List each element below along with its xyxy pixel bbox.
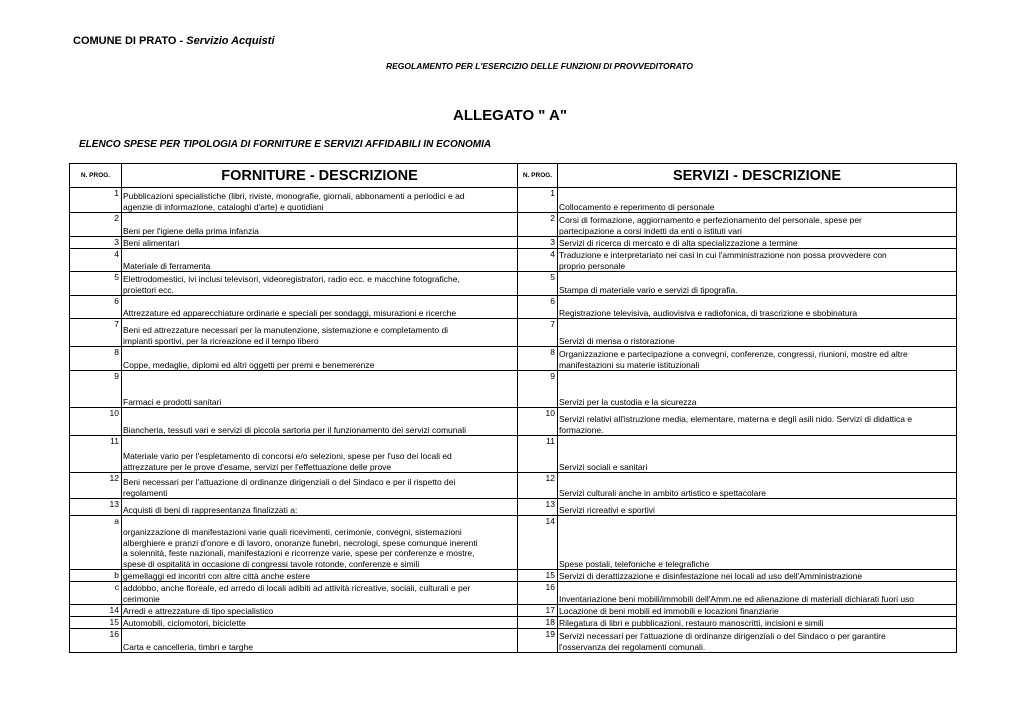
forniture-description: Attrezzature ed apparecchiature ordinarie e speciali per sondaggi, misurazioni e ricerche <box>122 296 518 319</box>
column-header-servizi: SERVIZI - DESCRIZIONE <box>558 164 957 188</box>
servizi-description: Rilegatura di libri e pubblicazioni, restauro manoscritti, incisioni e simili <box>558 617 957 629</box>
table-row <box>70 371 957 408</box>
list-subtitle: ELENCO SPESE PER TIPOLOGIA DI FORNITURE E SERVIZI AFFIDABILI IN ECONOMIA <box>79 139 492 150</box>
expense-table <box>69 163 957 653</box>
forniture-number: 5 <box>70 272 122 296</box>
forniture-description: Elettrodomestici, ivi inclusi televisori, videoregistratori, radio ecc. e macchine fotografiche, proiettori ecc. <box>122 272 518 296</box>
table-row <box>70 516 957 570</box>
servizi-description: Traduzione e interpretariato nei casi in cui l'amministrazione non possa provvedere con proprio personale <box>558 249 957 272</box>
table-row <box>70 188 957 213</box>
servizi-description: Stampa di materiale vario e servizi di tipografia. <box>558 272 957 296</box>
servizi-number: 16 <box>518 582 558 605</box>
forniture-description: organizzazione di manifestazioni varie quali ricevimenti, cerimonie, convegni, sistemazioni alberghiere e pranzi d'onore e di lavoro, onoranze funebri, necrologi, spese comunque inerenti a solennità, feste nazionali, manifestazioni e ricorrenze varie, spese per conferenze e mostre, spese di ospitalità in occasione di congressi tavole rotonde, conferenze e simili <box>122 516 518 570</box>
forniture-description: Coppe, medaglie, diplomi ed altri oggetti per premi e benemerenze <box>122 347 518 371</box>
forniture-number: 7 <box>70 319 122 347</box>
forniture-description: Beni ed attrezzature necessari per la manutenzione, sistemazione e completamento di impianti sportivi, per la ricreazione ed il tempo libero <box>122 319 518 347</box>
regulation-title: REGOLAMENTO PER L'ESERCIZIO DELLE FUNZIONI DI PROVVEDITORATO <box>386 61 693 71</box>
forniture-number: 2 <box>70 213 122 237</box>
servizi-description: Servizi sociali e sanitari <box>558 436 957 473</box>
forniture-number: 11 <box>70 436 122 473</box>
servizi-number: 2 <box>518 213 558 237</box>
table-row <box>70 237 957 249</box>
forniture-number: 16 <box>70 629 122 653</box>
table-row <box>70 347 957 371</box>
servizi-number: 14 <box>518 516 558 570</box>
forniture-number: 4 <box>70 249 122 272</box>
forniture-description: Automobili, ciclomotori, biciclette <box>122 617 518 629</box>
table-row <box>70 473 957 499</box>
forniture-description: gemellaggi ed incontri con altre città anche estere <box>122 570 518 582</box>
table-body <box>70 188 957 653</box>
servizi-description: Servizi ricreativi e sportivi <box>558 499 957 516</box>
servizi-number: 15 <box>518 570 558 582</box>
forniture-description: Beni alimentari <box>122 237 518 249</box>
servizi-description: Inventariazione beni mobili/immobili dell'Amm.ne ed alienazione di materiali dichiarati fuori uso <box>558 582 957 605</box>
forniture-number: 8 <box>70 347 122 371</box>
forniture-description: Beni necessari per l'attuazione di ordinanze dirigenziali o del Sindaco e per il rispetto dei regolamenti <box>122 473 518 499</box>
forniture-description: Arredi e attrezzature di tipo specialistico <box>122 605 518 617</box>
servizi-number: 5 <box>518 272 558 296</box>
table-row <box>70 213 957 237</box>
table-row <box>70 408 957 436</box>
table-row <box>70 249 957 272</box>
forniture-number: 3 <box>70 237 122 249</box>
servizi-number: 1 <box>518 188 558 213</box>
table-header-row <box>70 164 957 188</box>
servizi-number: 9 <box>518 371 558 408</box>
servizi-description: Spese postali, telefoniche e telegrafiche <box>558 516 957 570</box>
servizi-number: 10 <box>518 408 558 436</box>
column-header-prog: N. PROG. <box>70 164 122 188</box>
table-row <box>70 319 957 347</box>
forniture-description: Beni per l'igiene della prima infanzia <box>122 213 518 237</box>
servizi-number: 8 <box>518 347 558 371</box>
service-name: Servizio Acquisti <box>186 35 275 47</box>
forniture-description: Materiale di ferramenta <box>122 249 518 272</box>
servizi-number: 18 <box>518 617 558 629</box>
servizi-description: Registrazione televisiva, audiovisiva e radiofonica, di trascrizione e sbobinatura <box>558 296 957 319</box>
servizi-description: Servizi di mensa o ristorazione <box>558 319 957 347</box>
servizi-description: Locazione di beni mobili ed immobili e locazioni finanziarie <box>558 605 957 617</box>
servizi-number: 7 <box>518 319 558 347</box>
servizi-number: 17 <box>518 605 558 617</box>
forniture-number: 14 <box>70 605 122 617</box>
table-row <box>70 629 957 653</box>
servizi-number: 6 <box>518 296 558 319</box>
servizi-description: Servizi relativi all'istruzione media, elementare, materna e degli asili nido. Servizi di didattica e formazione. <box>558 408 957 436</box>
forniture-description: Farmaci e prodotti sanitari <box>122 371 518 408</box>
servizi-description: Servizi per la custodia e la sicurezza <box>558 371 957 408</box>
table-row <box>70 570 957 582</box>
forniture-number: 9 <box>70 371 122 408</box>
forniture-number: b <box>70 570 122 582</box>
forniture-description: Carta e cancelleria, timbri e targhe <box>122 629 518 653</box>
table-row <box>70 296 957 319</box>
servizi-description: Organizzazione e partecipazione a convegni, conferenze, congressi, riunioni, mostre ed altre manifestazioni su materie istituzionali <box>558 347 957 371</box>
servizi-number: 11 <box>518 436 558 473</box>
forniture-description: addobbo, anche floreale, ed arredo di locali adibiti ad attività ricreative, sociali, culturali e per cerimonie <box>122 582 518 605</box>
column-header-prog: N. PROG. <box>518 164 558 188</box>
column-header-forniture: FORNITURE - DESCRIZIONE <box>122 164 518 188</box>
forniture-number: 12 <box>70 473 122 499</box>
table-row <box>70 436 957 473</box>
forniture-number: 10 <box>70 408 122 436</box>
servizi-description: Servizi culturali anche in ambito artistico e spettacolare <box>558 473 957 499</box>
forniture-description: Materiale vario per l'espletamento di concorsi e/o selezioni, spese per l'uso dei locali ed attrezzature per le prove d'esame, servizi per l'effettuazione delle prove <box>122 436 518 473</box>
table-row <box>70 617 957 629</box>
organization-header <box>73 35 275 47</box>
forniture-description: Pubblicazioni specialistiche (libri, riviste, monografie, giornali, abbonamenti a periodici e ad agenzie di informazione, cataloghi d'arte) e quotidiani <box>122 188 518 213</box>
servizi-description: Servizi necessari per l'attuazione di ordinanze dirigenziali o del Sindaco o per garantire l'osservanza dei regolamenti comunali. <box>558 629 957 653</box>
table-row <box>70 272 957 296</box>
servizi-number: 3 <box>518 237 558 249</box>
servizi-description: Collocamento e reperimento di personale <box>558 188 957 213</box>
forniture-number: 1 <box>70 188 122 213</box>
forniture-description: Acquisti di beni di rappresentanza finalizzati a: <box>122 499 518 516</box>
table-row <box>70 605 957 617</box>
forniture-number: a <box>70 516 122 570</box>
forniture-number: c <box>70 582 122 605</box>
forniture-description: Biancheria, tessuti vari e servizi di piccola sartoria per il funzionamento dei servizi comunali <box>122 408 518 436</box>
forniture-number: 13 <box>70 499 122 516</box>
servizi-description: Corsi di formazione, aggiornamento e perfezionamento del personale, spese per partecipazione a corsi indetti da enti o istituti vari <box>558 213 957 237</box>
annex-title: ALLEGATO " A" <box>453 107 567 124</box>
table-row <box>70 499 957 516</box>
servizi-number: 19 <box>518 629 558 653</box>
forniture-number: 6 <box>70 296 122 319</box>
forniture-number: 15 <box>70 617 122 629</box>
servizi-number: 12 <box>518 473 558 499</box>
servizi-number: 4 <box>518 249 558 272</box>
servizi-description: Servizi di ricerca di mercato e di alta specializzazione a termine <box>558 237 957 249</box>
table-row <box>70 582 957 605</box>
servizi-description: Servizi di derattizzazione e disinfestazione nei locali ad uso dell'Amministrazione <box>558 570 957 582</box>
organization-name: COMUNE DI PRATO - <box>73 35 184 47</box>
servizi-number: 13 <box>518 499 558 516</box>
